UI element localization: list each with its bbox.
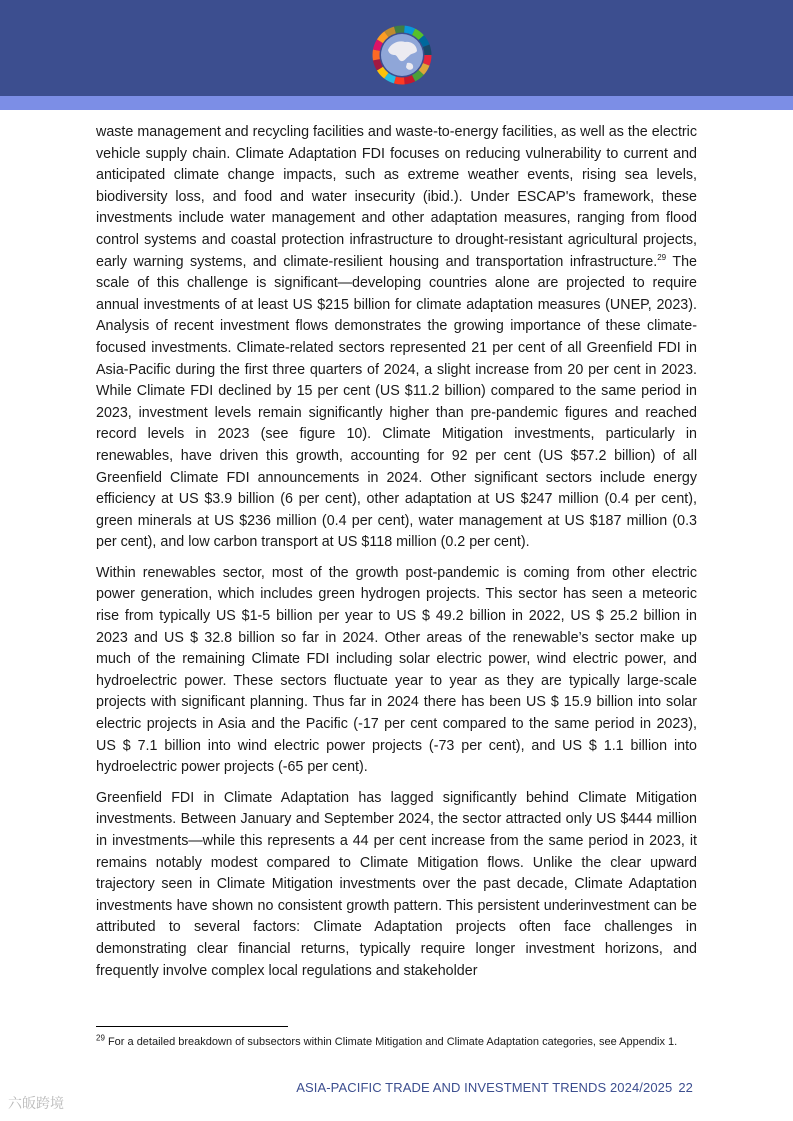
header-stripe bbox=[0, 96, 793, 110]
body-text bbox=[96, 122, 697, 991]
footnote-reference: 29 bbox=[657, 252, 667, 262]
page-number: 22 bbox=[678, 1080, 693, 1095]
sdg-globe-ring-icon bbox=[371, 24, 433, 86]
paragraph-1: waste management and recycling facilities and waste-to-energy facilities, as well as the electric vehicle supply chain. Climate Adaptation FDI focuses on reducing vulnerability to current and anticipated climate change impacts, such as extreme weather events, rising sea levels, biodiversity loss, and food and water insecurity (ibid.). Under ESCAP's framework, these investments include water management and other adaptation measures, ranging from flood control systems and coastal protection infrastructure to drought-resistant agricultural projects, early warning systems, and climate-resilient housing and transportation infrastructure.$^{29}$ The scale of this challenge is significant—developing countries alone are projected to require annual investments of at least US $215 billion for climate adaptation measures (UNEP, 2023). Analysis of recent investment flows demonstrates the growing importance of these climate-focused investments. Climate-related sectors represented 21 per cent of all Greenfield FDI in Asia-Pacific during the first three quarters of 2024, a slight increase from 20 per cent in 2023. While Climate FDI declined by 15 per cent (US $11.2 billion) compared to the same period in 2023, investment levels remain significantly higher than pre-pandemic figures and reached record levels in 2023 (see figure 10). Climate Mitigation investments, particularly in renewables, have driven this growth, accounting for 92 per cent (US $57.2 billion) of all Greenfield Climate FDI announcements in 2024. Other significant sectors include energy efficiency at US $3.9 billion (6 per cent), other adaptation at US $247 million (0.4 per cent), green minerals at US $236 million (0.4 per cent), water management at US $187 million (0.3 per cent), and low carbon transport at US $118 million (0.2 per cent). bbox=[96, 124, 697, 551]
paragraph-3: Greenfield FDI in Climate Adaptation has lagged significantly behind Climate Mitigation investments. Between January and September 2024, the sector attracted only US $444 million in investments—while this represents a 44 per cent increase from the same period in 2023, it remains notably modest compared to Climate Mitigation flows. Unlike the clear upward trajectory seen in Climate Mitigation investments over the past decade, Climate Adaptation investments have shown no consistent growth pattern. This persistent underinvestment can be attributed to several factors: Climate Adaptation projects often face challenges in demonstrating clear financial returns, typically require longer investment horizons, and frequently involve complex local regulations and stakeholder bbox=[96, 789, 697, 979]
paragraph-2: Within renewables sector, most of the growth post-pandemic is coming from other electric power generation, which includes green hydrogen projects. This sector has seen a meteoric rise from typically US $1-5 billion per year to US $ 49.2 billion in 2022, US $ 25.2 billion in 2023 and US $ 32.8 billion so far in 2024. Other areas of the renewable’s sector make up much of the remaining Climate FDI including solar electric power, wind electric power, and hydroelectric power. These sectors fluctuate year to year as they are typically large-scale projects with significant planning. Thus far in 2024 there has been US $ 15.9 billion into solar electric projects in Asia and the Pacific (-17 per cent compared to the same period in 2023), US $ 7.1 billion into wind electric power projects (-73 per cent), and US $ 1.1 billion into hydroelectric power projects (-65 per cent). bbox=[96, 564, 697, 776]
footnote-number: 29 bbox=[96, 1033, 105, 1043]
watermark: 六皈跨境 bbox=[8, 1096, 64, 1112]
page-footer bbox=[296, 1080, 693, 1095]
footer-title: ASIA-PACIFIC TRADE AND INVESTMENT TRENDS 2024/2025 bbox=[296, 1080, 673, 1095]
footnote-text: For a detailed breakdown of subsectors within Climate Mitigation and Climate Adaptation categories, see Appendix 1. bbox=[104, 1036, 678, 1048]
footnote-divider bbox=[96, 1026, 288, 1027]
footnote bbox=[96, 1034, 697, 1050]
